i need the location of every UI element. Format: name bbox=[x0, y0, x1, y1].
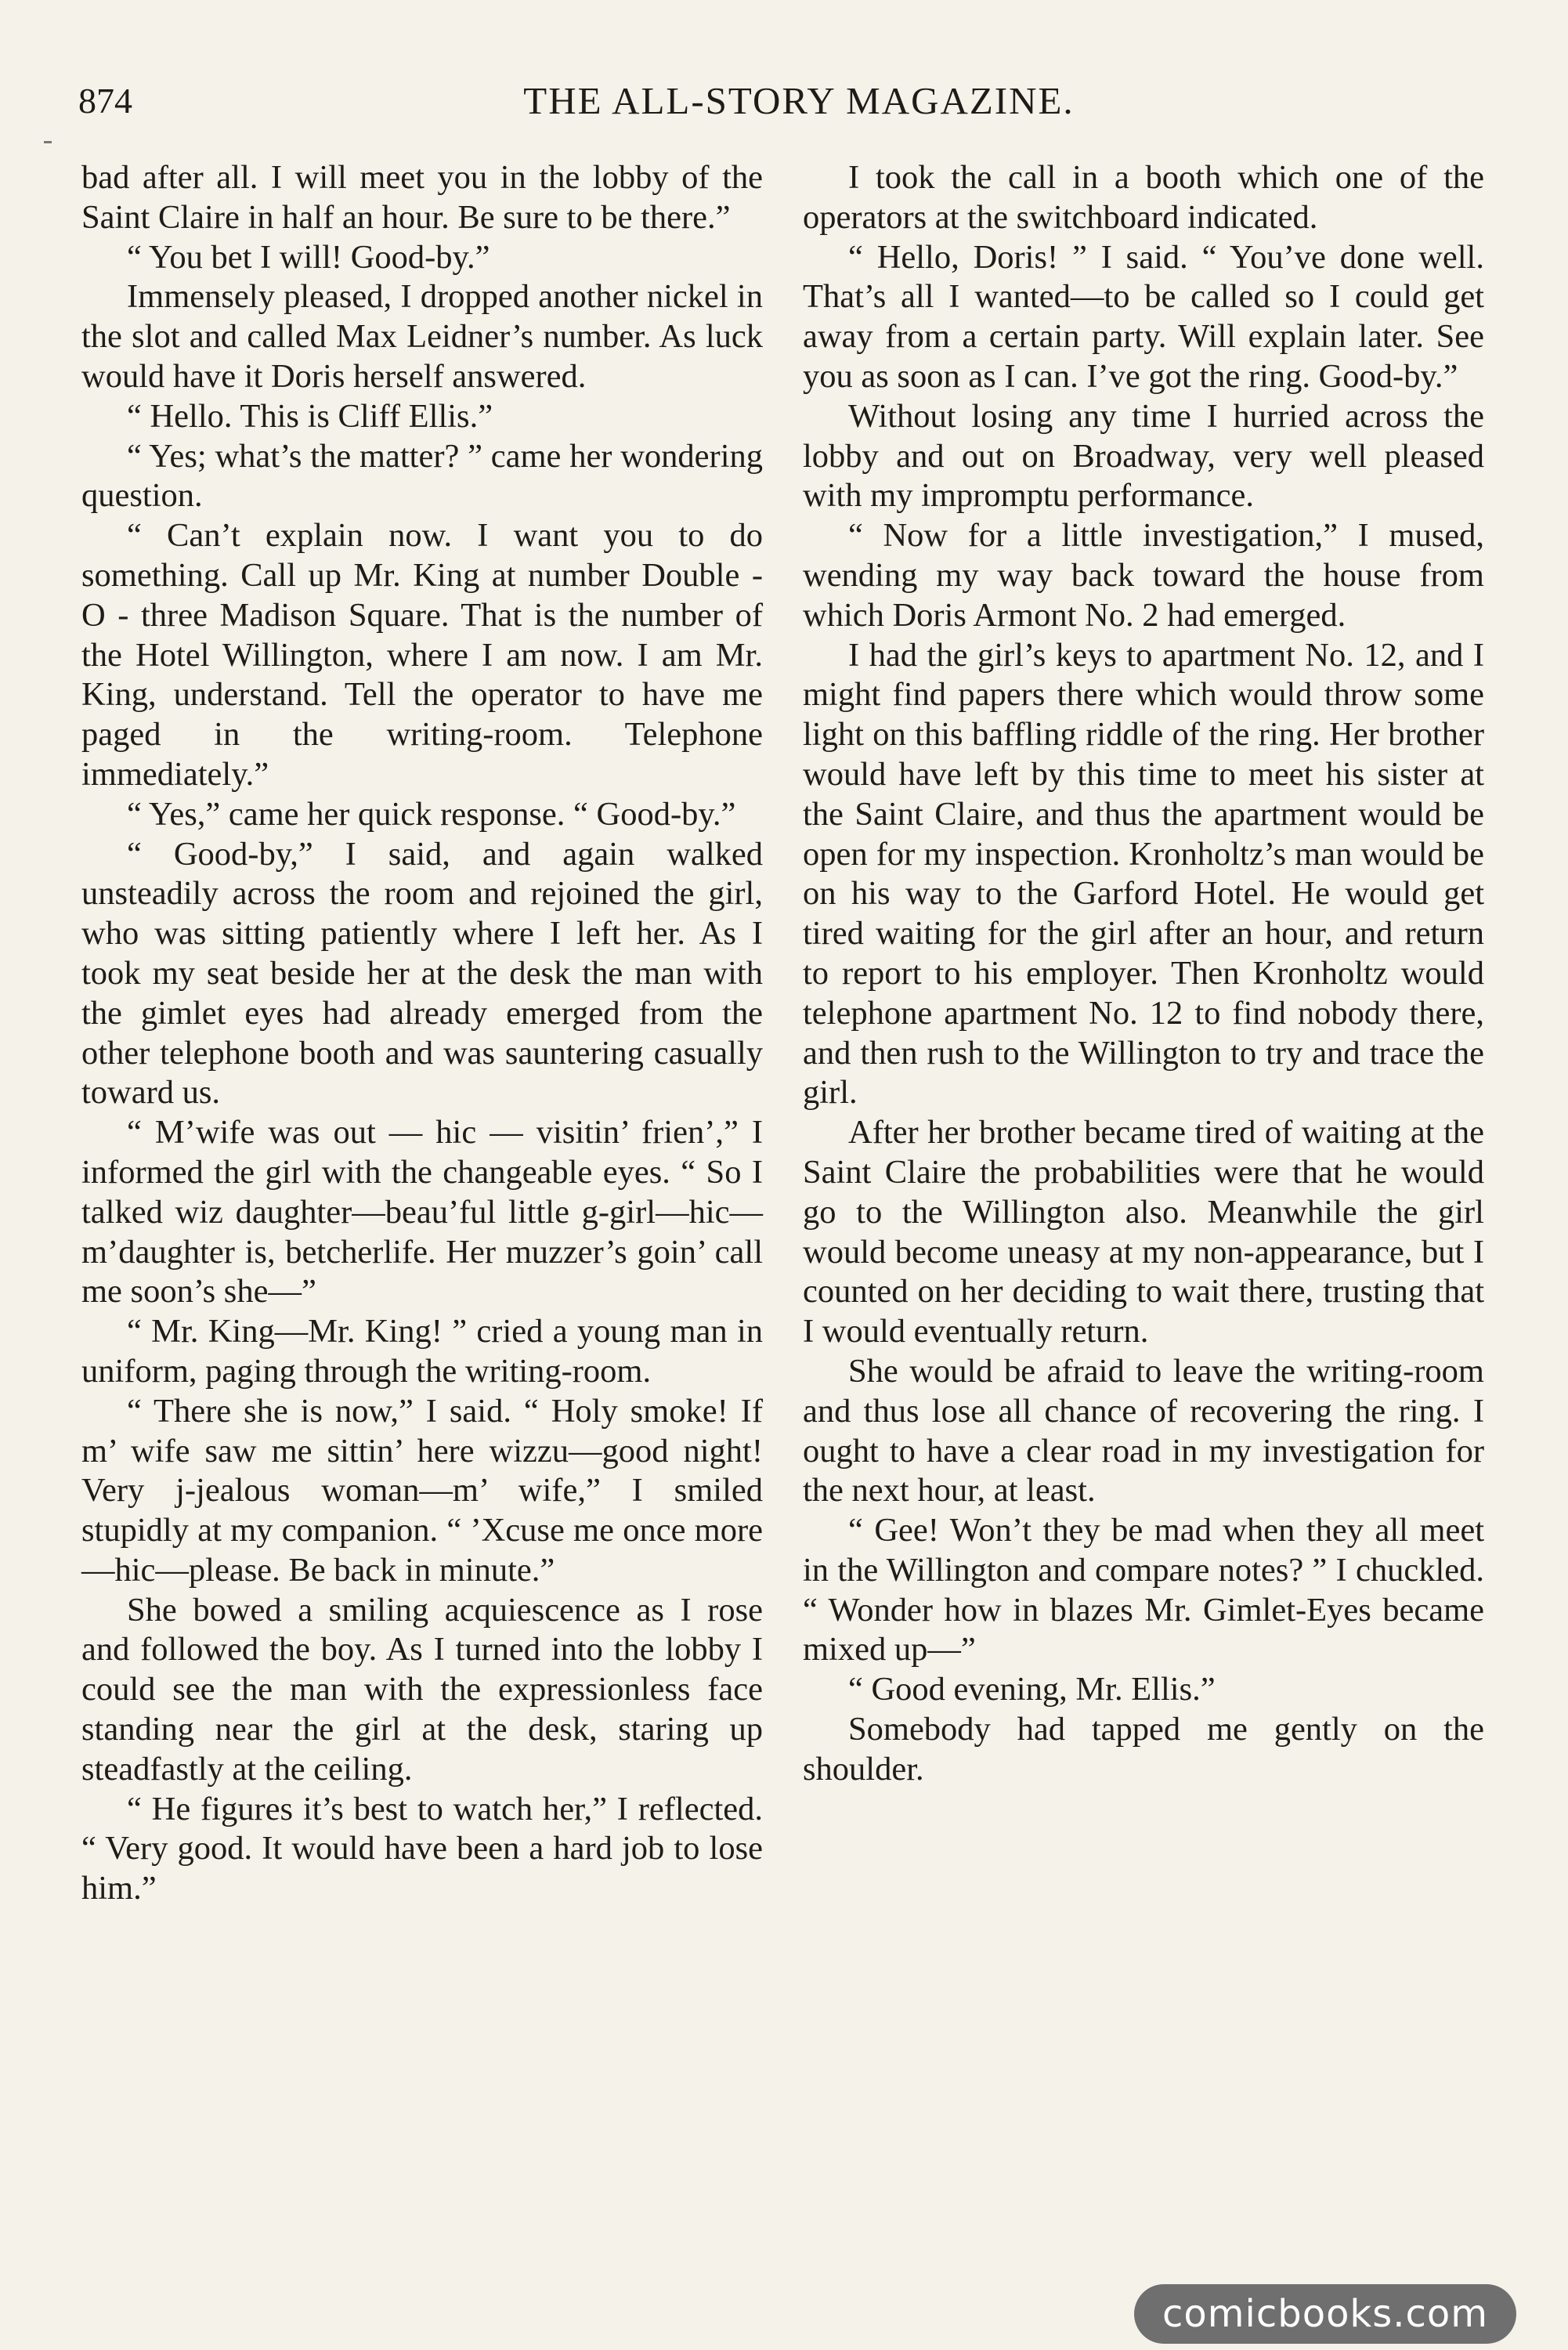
paragraph: I had the girl’s keys to apartment No. 12, and I might find papers there which would throw some light on this baffling riddle of the ring. Her brother would have left by this time to meet his sister at the Saint Claire, and thus the apartment would be open for my inspection. Kronholtz’s man would be on his way to the Garford Hotel. He would get tired waiting for the girl after an hour, and return to report to his employer. Then Kronholtz would telephone apartment No. 12 to find nobody there, and then rush to the Willington to try and trace the girl. bbox=[803, 636, 1484, 1112]
paragraph: She would be afraid to leave the writing-room and thus lose all chance of recovering the ring. I ought to have a clear road in my investigation for the next hour, at least. bbox=[803, 1352, 1484, 1509]
paragraph: “ Mr. King—Mr. King! ” cried a young man in uniform, paging through the writing-room. bbox=[81, 1313, 763, 1390]
paragraph: Somebody had tapped me gently on the shoulder. bbox=[803, 1711, 1484, 1788]
left-text-column bbox=[81, 158, 763, 1909]
paragraph: “ You bet I will! Good-by.” bbox=[127, 238, 490, 276]
paragraph: “ Yes,” came her quick response. “ Good-by.” bbox=[127, 795, 736, 833]
paragraph: “ There she is now,” I said. “ Holy smoke! If m’ wife saw me sittin’ here wizzu—good night! Very j-jealous woman—m’ wife,” I smiled stupidly at my companion. “ ’Xcuse me once more —hic—please. Be back in minute.” bbox=[81, 1392, 763, 1589]
paragraph: “ Yes; what’s the matter? ” came her wondering question. bbox=[81, 437, 763, 515]
paragraph: “ Hello. This is Cliff Ellis.” bbox=[127, 397, 493, 435]
paragraph: “ Hello, Doris! ” I said. “ You’ve done well. That’s all I wanted—to be called so I could get away from a certain party. Will explain later. See you as soon as I can. I’ve got the ring. Good-by.” bbox=[803, 238, 1484, 395]
paragraph: “ M’wife was out — hic — visitin’ frien’,” I informed the girl with the changeable eyes. “ So I talked wiz daughter—beau’ful little g-girl—hic—m’daughter is, betcherlife. Her muzzer’s goin’ call me soon’s she—” bbox=[81, 1114, 763, 1311]
margin-mark bbox=[44, 141, 52, 143]
paragraph: I took the call in a booth which one of the operators at the switchboard indicated. bbox=[803, 159, 1484, 236]
paragraph: “ He figures it’s best to watch her,” I reflected. “ Very good. It would have been a hard job to lose him.” bbox=[81, 1790, 763, 1907]
paragraph: Immensely pleased, I dropped another nickel in the slot and called Max Leidner’s number. As luck would have it Doris herself answered. bbox=[81, 278, 763, 395]
paragraph: “ Can’t explain now. I want you to do something. Call up Mr. King at number Double - O - three Madison Square. That is the number of the Hotel Willington, where I am now. I am Mr. King, understand. Tell the operator to have me paged in the writing-room. Telephone immediately.” bbox=[81, 517, 763, 793]
paragraph: “ Now for a little investigation,” I mused, wending my way back toward the house from which Doris Armont No. 2 had emerged. bbox=[803, 517, 1484, 634]
paragraph: Without losing any time I hurried across the lobby and out on Broadway, very well pleased with my impromptu performance. bbox=[803, 397, 1484, 515]
paragraph: bad after all. I will meet you in the lobby of the Saint Claire in half an hour. Be sure to be there.” bbox=[81, 159, 763, 236]
page-header bbox=[78, 74, 1488, 128]
magazine-title: THE ALL-STORY MAGAZINE. bbox=[523, 79, 1075, 122]
paragraph: She bowed a smiling acquiescence as I rose and followed the boy. As I turned into the lobby I could see the man with the expressionless face standing near the girl at the desk, staring up steadfastly at the ceiling. bbox=[81, 1591, 763, 1788]
paragraph: “ Good-by,” I said, and again walked unsteadily across the room and rejoined the girl, who was sitting patiently where I left her. As I took my seat beside her at the desk the man with the gimlet eyes had already emerged from the other telephone booth and was sauntering casually toward us. bbox=[81, 835, 763, 1112]
paragraph: “ Good evening, Mr. Ellis.” bbox=[848, 1671, 1216, 1708]
watermark-badge: comicbooks.com bbox=[1134, 2284, 1516, 2344]
right-text-column bbox=[803, 158, 1484, 1790]
paragraph: After her brother became tired of waiting at the Saint Claire the probabilities were that he would go to the Willington also. Meanwhile the girl would become uneasy at my non-appearance, but I counted on her deciding to wait there, trusting that I would eventually return. bbox=[803, 1114, 1484, 1350]
paragraph: “ Gee! Won’t they be mad when they all meet in the Willington and compare notes? ” I chuckled. “ Wonder how in blazes Mr. Gimlet-Eyes became mixed up—” bbox=[803, 1512, 1484, 1668]
page-number: 874 bbox=[78, 81, 132, 121]
